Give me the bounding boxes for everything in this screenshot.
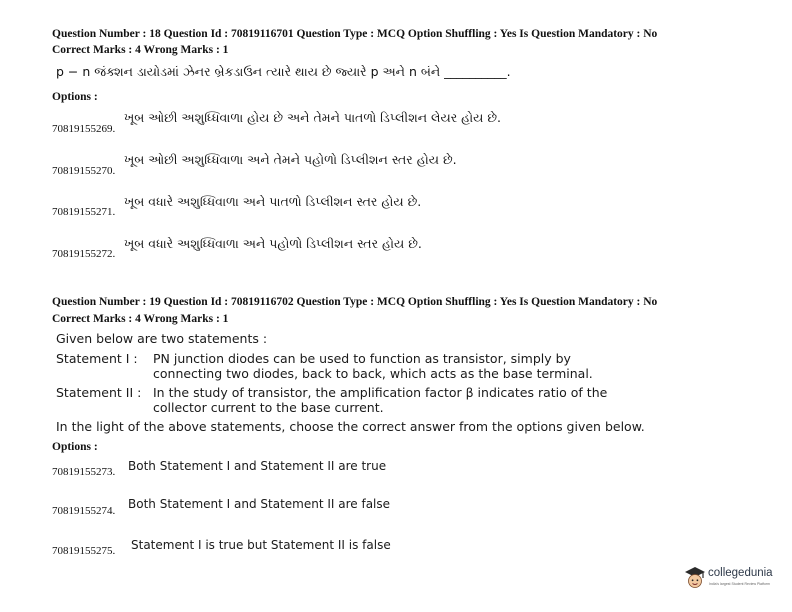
q19-options-label: Options : bbox=[52, 441, 98, 453]
q18-header-line1: Question Number : 18 Question Id : 70819116701 Question Type : MCQ Option Shuffling : Yes Is Question Mandatory : No bbox=[52, 28, 658, 40]
q18-option-3-id: 70819155271. bbox=[52, 206, 116, 218]
q19-option-2-id: 70819155274. bbox=[52, 505, 116, 517]
q18-option-4-text: ખૂબ વધારે અશુધ્ધિવાળા અને પહોળો ડિપ્લીશન સ્તર હોય છે. bbox=[124, 236, 422, 251]
q19-header-line2: Correct Marks : 4 Wrong Marks : 1 bbox=[52, 313, 229, 325]
q18-question-text: p − n જંક્શન ડાયોડમાં ઝેનર બ્રેકડાઉન ત્યારે થાય છે જ્યારે p અને n બંને __________. bbox=[56, 64, 511, 79]
q19-option-1-id: 70819155273. bbox=[52, 466, 116, 478]
q19-intro-text: Given below are two statements : bbox=[56, 331, 268, 346]
q19-statement1-line2: connecting two diodes, back to back, which acts as the base terminal. bbox=[153, 366, 593, 381]
q19-statement1-label: Statement I : bbox=[56, 351, 138, 366]
watermark-tagline: India's largest Student Review Platform bbox=[709, 582, 770, 586]
q18-option-4-id: 70819155272. bbox=[52, 248, 116, 260]
q18-options-label: Options : bbox=[52, 91, 98, 103]
q19-option-1-text: Both Statement I and Statement II are true bbox=[128, 459, 387, 473]
q19-option-3-text: Statement I is true but Statement II is false bbox=[131, 538, 391, 552]
q19-statement2-line1: In the study of transistor, the amplification factor β indicates ratio of the bbox=[153, 385, 608, 400]
q19-statement2-label: Statement II : bbox=[56, 385, 142, 400]
q18-option-1-text: ખૂબ ઓછી અશુધ્ધિવાળા હોય છે અને તેમને પાતળો ડિપ્લીશન લેયર હોય છે. bbox=[124, 110, 502, 125]
q18-option-2-text: ખૂબ ઓછી અશુધ્ધિવાળા અને તેમને પહોળો ડિપ્લીશન સ્તર હોય છે. bbox=[124, 152, 457, 167]
graduate-mascot-icon bbox=[684, 566, 706, 590]
q18-option-2-id: 70819155270. bbox=[52, 165, 116, 177]
q18-option-1-id: 70819155269. bbox=[52, 123, 116, 135]
q19-statement2-line2: collector current to the base current. bbox=[153, 400, 384, 415]
q19-statement1-line1: PN junction diodes can be used to function as transistor, simply by bbox=[153, 351, 571, 366]
q19-option-3-id: 70819155275. bbox=[52, 545, 116, 557]
watermark-brand-text: collegedunia bbox=[708, 567, 773, 579]
collegedunia-watermark bbox=[684, 562, 784, 596]
q18-option-3-text: ખૂબ વધારે અશુધ્ધિવાળા અને પાતળો ડિપ્લીશન સ્તર હોય છે. bbox=[124, 194, 422, 209]
q19-header-line1: Question Number : 19 Question Id : 70819116702 Question Type : MCQ Option Shuffling : Yes Is Question Mandatory : No bbox=[52, 296, 658, 308]
q19-instruction-text: In the light of the above statements, choose the correct answer from the options given below. bbox=[56, 419, 645, 434]
q18-header-line2: Correct Marks : 4 Wrong Marks : 1 bbox=[52, 44, 229, 56]
q19-option-2-text: Both Statement I and Statement II are false bbox=[128, 497, 391, 511]
